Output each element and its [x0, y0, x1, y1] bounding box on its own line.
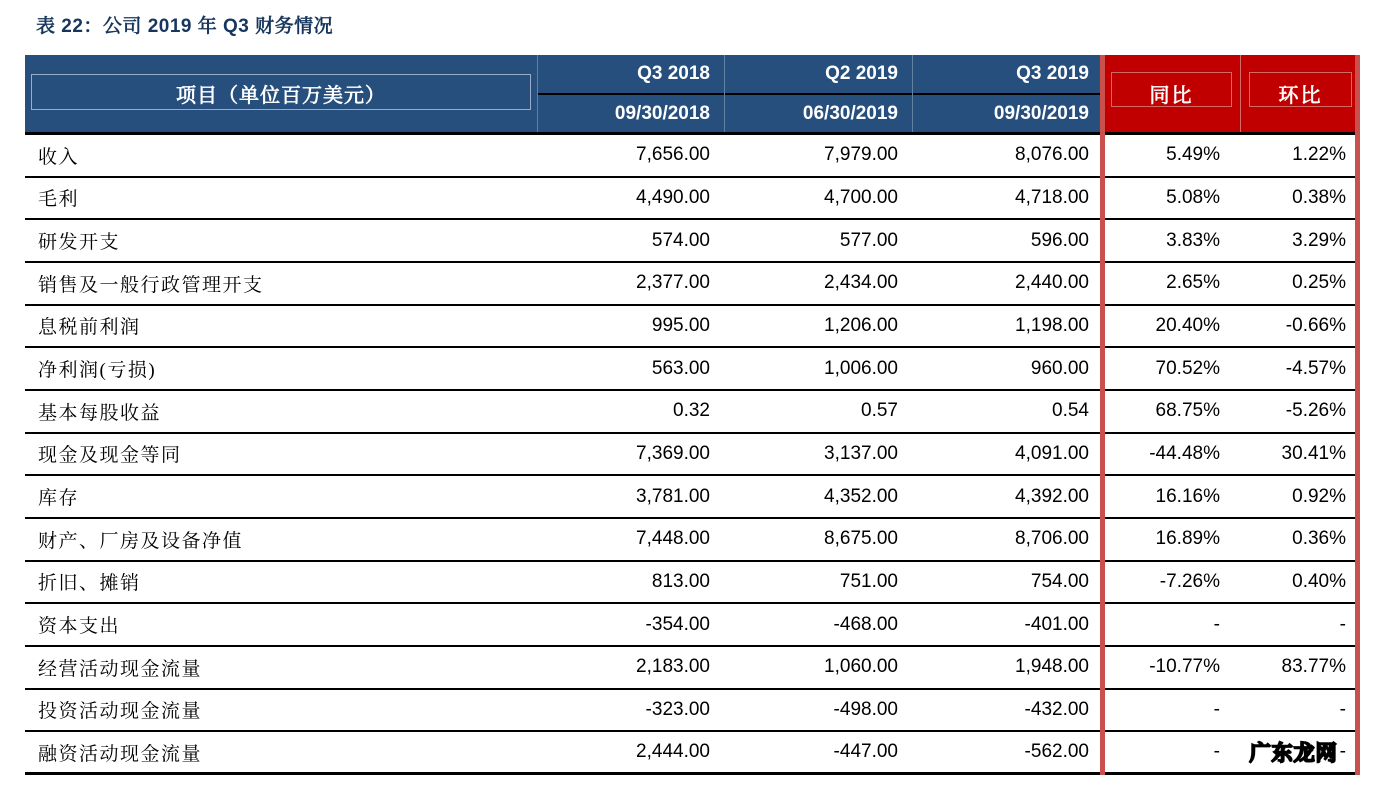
header-item-label: 项目（单位百万美元） [176, 85, 386, 107]
value-yoy: 16.89% [1155, 528, 1220, 550]
value-q3-2018: 7,448.00 [636, 528, 710, 550]
row-label: 现金及现金等同 [38, 445, 182, 467]
table-row-rnd-expense [25, 220, 1360, 263]
value-q3-2018: 2,444.00 [636, 741, 710, 763]
value-q3-2019: 0.54 [1052, 400, 1089, 422]
value-q3-2018: 7,369.00 [636, 442, 710, 464]
value-q2-2019: 1,206.00 [824, 314, 898, 336]
value-q2-2019: 1,006.00 [824, 357, 898, 379]
header-inset-border [1249, 72, 1352, 107]
table-header [25, 55, 1360, 135]
value-q2-2019: 577.00 [839, 229, 898, 251]
value-q3-2019: 960.00 [1030, 357, 1089, 379]
site-watermark: 广东龙网 [1249, 742, 1338, 766]
value-qoq: - [1339, 698, 1346, 720]
value-yoy: - [1213, 741, 1220, 763]
value-q3-2019: -562.00 [1024, 741, 1089, 763]
value-q3-2018: 2,183.00 [636, 656, 710, 678]
value-qoq: 1.22% [1292, 144, 1346, 166]
row-label: 毛利 [38, 189, 80, 211]
table-row-financing-cash-flow [25, 732, 1360, 775]
header-col-q2-2019 [724, 55, 912, 132]
value-yoy: 2.65% [1166, 272, 1220, 294]
row-label: 销售及一般行政管理开支 [38, 274, 264, 296]
row-label: 净利润(亏损) [38, 360, 157, 382]
value-q3-2018: 0.32 [673, 400, 710, 422]
quarter-label: Q3 2019 [913, 55, 1103, 95]
value-q3-2019: 8,706.00 [1015, 528, 1089, 550]
value-qoq: -0.66% [1285, 314, 1346, 336]
value-q2-2019: -447.00 [833, 741, 898, 763]
table-body [25, 135, 1360, 775]
value-qoq: 0.25% [1292, 272, 1346, 294]
header-change-group [1103, 55, 1360, 132]
page-title: 表 22：公司 2019 年 Q3 财务情况 [36, 16, 334, 37]
value-yoy: 16.16% [1155, 485, 1220, 507]
value-q3-2019: 4,091.00 [1015, 442, 1089, 464]
table-row-depreciation-amortization [25, 562, 1360, 605]
value-q3-2018: 3,781.00 [636, 485, 710, 507]
value-qoq: 83.77% [1281, 656, 1346, 678]
table-row-cash-equivalents [25, 434, 1360, 477]
value-q3-2019: -401.00 [1024, 613, 1089, 635]
header-col-yoy [1103, 55, 1240, 132]
value-q2-2019: 4,700.00 [824, 186, 898, 208]
value-q2-2019: 0.57 [861, 400, 898, 422]
table-row-revenue [25, 135, 1360, 178]
value-q3-2018: -354.00 [645, 613, 710, 635]
date-label: 06/30/2019 [802, 102, 898, 124]
value-q3-2018: -323.00 [645, 698, 710, 720]
value-qoq: 3.29% [1292, 229, 1346, 251]
red-accent-stripe-right [1355, 55, 1360, 775]
qoq-header-label: 环比 [1278, 85, 1323, 107]
value-yoy: -44.48% [1149, 442, 1220, 464]
value-q3-2018: 813.00 [651, 570, 710, 592]
date-label: 09/30/2019 [993, 102, 1089, 124]
value-qoq: -5.26% [1285, 400, 1346, 422]
value-qoq: -4.57% [1285, 357, 1346, 379]
value-yoy: 20.40% [1155, 314, 1220, 336]
value-q3-2019: 596.00 [1030, 229, 1089, 251]
value-q3-2018: 4,490.00 [636, 186, 710, 208]
value-q3-2018: 563.00 [651, 357, 710, 379]
table-row-sga-expense [25, 263, 1360, 306]
header-inset-border [1111, 72, 1232, 107]
row-label: 经营活动现金流量 [38, 658, 203, 680]
value-q3-2019: 754.00 [1030, 570, 1089, 592]
row-label: 研发开支 [38, 232, 121, 254]
value-qoq: 0.92% [1292, 485, 1346, 507]
value-yoy: 68.75% [1155, 400, 1220, 422]
financial-table [25, 55, 1360, 775]
yoy-header-label: 同比 [1149, 85, 1194, 107]
value-qoq-text: - [1339, 741, 1346, 763]
table-row-basic-eps [25, 391, 1360, 434]
header-inset-border [31, 74, 531, 110]
table-row-net-income [25, 348, 1360, 391]
value-q2-2019: 4,352.00 [824, 485, 898, 507]
value-q3-2018: 7,656.00 [636, 144, 710, 166]
value-q2-2019: 2,434.00 [824, 272, 898, 294]
quarter-label: Q3 2018 [538, 55, 724, 95]
value-qoq: 0.36% [1292, 528, 1346, 550]
value-q3-2019: 4,392.00 [1015, 485, 1089, 507]
value-qoq: 30.41% [1281, 442, 1346, 464]
row-label: 收入 [38, 146, 80, 168]
header-col-qoq [1240, 55, 1360, 132]
table-row-capex [25, 604, 1360, 647]
value-q3-2018: 2,377.00 [636, 272, 710, 294]
value-qoq [1240, 732, 1360, 772]
value-qoq: - [1339, 613, 1346, 635]
row-label: 基本每股收益 [38, 402, 162, 424]
red-accent-stripe-left [1100, 55, 1105, 775]
value-yoy: -7.26% [1159, 570, 1220, 592]
value-q3-2019: 8,076.00 [1015, 144, 1089, 166]
table-row-ppe-net [25, 519, 1360, 562]
value-q3-2019: 4,718.00 [1015, 186, 1089, 208]
value-yoy: - [1213, 698, 1220, 720]
row-label: 息税前利润 [38, 317, 141, 339]
value-q3-2019: 2,440.00 [1015, 272, 1089, 294]
value-q2-2019: -468.00 [833, 613, 898, 635]
value-yoy: 3.83% [1166, 229, 1220, 251]
value-q2-2019: 1,060.00 [824, 656, 898, 678]
value-q2-2019: 751.00 [839, 570, 898, 592]
value-q3-2018: 995.00 [651, 314, 710, 336]
row-label: 投资活动现金流量 [38, 701, 203, 723]
table-row-gross-profit [25, 178, 1360, 221]
quarter-label: Q2 2019 [725, 55, 912, 95]
value-q3-2019: -432.00 [1024, 698, 1089, 720]
value-yoy: - [1213, 613, 1220, 635]
value-q3-2019: 1,198.00 [1015, 314, 1089, 336]
value-qoq: 0.38% [1292, 186, 1346, 208]
row-label: 资本支出 [38, 616, 121, 638]
date-label: 09/30/2018 [614, 102, 710, 124]
row-label: 折旧、摊销 [38, 573, 141, 595]
value-q3-2019: 1,948.00 [1015, 656, 1089, 678]
value-q2-2019: 3,137.00 [824, 442, 898, 464]
table-row-ebit [25, 306, 1360, 349]
header-col-q3-2019 [912, 55, 1103, 132]
table-row-investing-cash-flow [25, 690, 1360, 733]
row-label: 融资活动现金流量 [38, 743, 203, 765]
value-yoy: 5.08% [1166, 186, 1220, 208]
row-label: 财产、厂房及设备净值 [38, 530, 244, 552]
row-label: 库存 [38, 488, 80, 510]
value-yoy: -10.77% [1149, 656, 1220, 678]
value-q3-2018: 574.00 [651, 229, 710, 251]
value-q2-2019: 7,979.00 [824, 144, 898, 166]
value-yoy: 70.52% [1155, 357, 1220, 379]
value-q2-2019: 8,675.00 [824, 528, 898, 550]
header-col-q3-2018 [537, 55, 724, 132]
table-row-operating-cash-flow [25, 647, 1360, 690]
value-q2-2019: -498.00 [833, 698, 898, 720]
table-row-inventory [25, 476, 1360, 519]
value-yoy: 5.49% [1166, 144, 1220, 166]
value-qoq: 0.40% [1292, 570, 1346, 592]
header-item-column [25, 55, 537, 132]
